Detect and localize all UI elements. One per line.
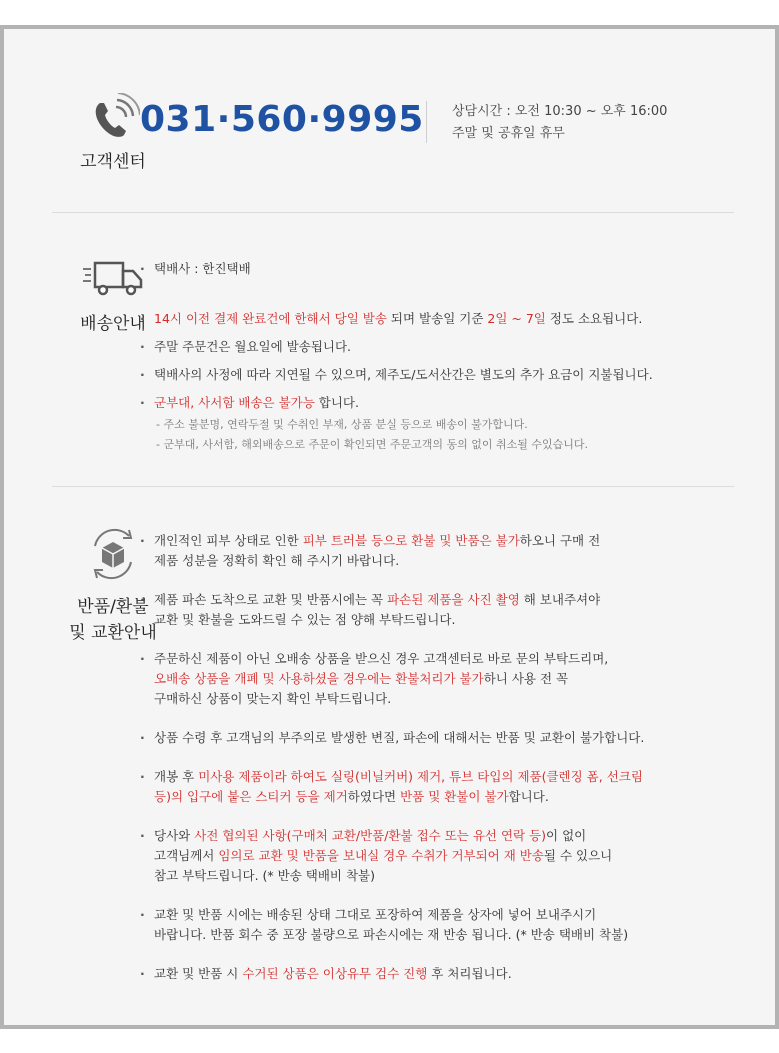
list-item: · 군부대, 사서함 배송은 불가능 합니다. bbox=[138, 391, 653, 415]
list-item: · 택배사의 사정에 따라 지연될 수 있으며, 제주도/도서산간은 별도의 추가 요금이 지불됩니다. bbox=[138, 363, 653, 387]
shipping-note: - 주소 불분명, 연락두절 및 수취인 부재, 상품 분실 등으로 배송이 불가합니다. bbox=[156, 418, 528, 431]
list-item: · 14시 이전 결제 완료건에 한해서 당일 발송 되며 발송일 기준 2일 ~ 7일 정도 소요됩니다. bbox=[138, 307, 653, 331]
box-return-icon bbox=[85, 526, 141, 582]
truck-icon bbox=[81, 257, 145, 301]
info-panel bbox=[0, 25, 779, 1029]
list-item: · 제품 파손 도착으로 교환 및 반품시에는 꼭 파손된 제품을 사진 촬영 해 보내주셔야 교환 및 환불을 도와드릴 수 있는 점 양해 부탁드립니다. bbox=[138, 590, 644, 630]
hours-text: 상담시간 : 오전 10:30 ~ 오후 16:00 bbox=[452, 104, 668, 119]
holiday-text: 주말 및 공휴일 휴무 bbox=[452, 126, 565, 141]
list-item: · 주문하신 제품이 아닌 오배송 상품을 받으신 경우 고객센터로 바로 문의 부탁드리며, 오배송 상품을 개폐 및 사용하셨을 경우에는 환불처리가 불가하니 사용 전 꼭 구매하신 상품이 맞는지 확인 부탁드립니다. bbox=[138, 649, 644, 709]
phone-number[interactable]: 031·560·9995 bbox=[140, 99, 424, 140]
returns-label: 반품/환불 bbox=[77, 597, 149, 617]
list-item: · 택배사 : 한진택배 bbox=[138, 257, 653, 281]
section-divider bbox=[52, 212, 734, 213]
shipping-list bbox=[138, 257, 653, 455]
returns-label: 및 교환안내 bbox=[69, 623, 157, 643]
list-item: · 교환 및 반품 시 수거된 상품은 이상유무 검수 진행 후 처리됩니다. bbox=[138, 964, 644, 984]
phone-icon bbox=[86, 93, 140, 145]
list-item: · 교환 및 반품 시에는 배송된 상태 그대로 포장하여 제품을 상자에 넣어 보내주시기 바랍니다. 반품 회수 중 포장 불량으로 파손시에는 재 반송 됩니다. (* 반송 택배비 착불) bbox=[138, 905, 644, 945]
list-item: · 상품 수령 후 고객님의 부주의로 발생한 변질, 파손에 대해서는 반품 및 교환이 불가합니다. bbox=[138, 728, 644, 748]
section-divider bbox=[52, 486, 734, 487]
consult-hours bbox=[452, 101, 667, 145]
list-item: · 개봉 후 미사용 제품이라 하여도 실링(비닐커버) 제거, 튜브 타입의 제품(클렌징 폼, 선크림 등)의 입구에 붙은 스티커 등을 제거하였다면 반품 및 환불이 불가합니다. bbox=[138, 767, 644, 807]
returns-list bbox=[138, 531, 644, 1003]
shipping-note: - 군부대, 사서함, 해외배송으로 주문이 확인되면 주문고객의 동의 없이 취소될 수있습니다. bbox=[156, 438, 588, 451]
shipping-label: 배송안내 bbox=[80, 314, 146, 334]
contact-label: 고객센터 bbox=[80, 152, 146, 172]
divider-vertical bbox=[426, 101, 427, 143]
list-item: · 당사와 사전 협의된 사항(구매처 교환/반품/환불 접수 또는 유선 연락 등)이 없이 고객님께서 임의로 교환 및 반품을 보내실 경우 수취가 거부되어 재 반송될 수 있으니 참고 부탁드립니다. (* 반송 택배비 착불) bbox=[138, 826, 644, 886]
list-item: · 주말 주문건은 월요일에 발송됩니다. bbox=[138, 335, 653, 359]
list-item: · 개인적인 피부 상태로 인한 피부 트러블 등으로 환불 및 반품은 불가하오니 구매 전 제품 성분을 정확히 확인 해 주시기 바랍니다. bbox=[138, 531, 644, 571]
